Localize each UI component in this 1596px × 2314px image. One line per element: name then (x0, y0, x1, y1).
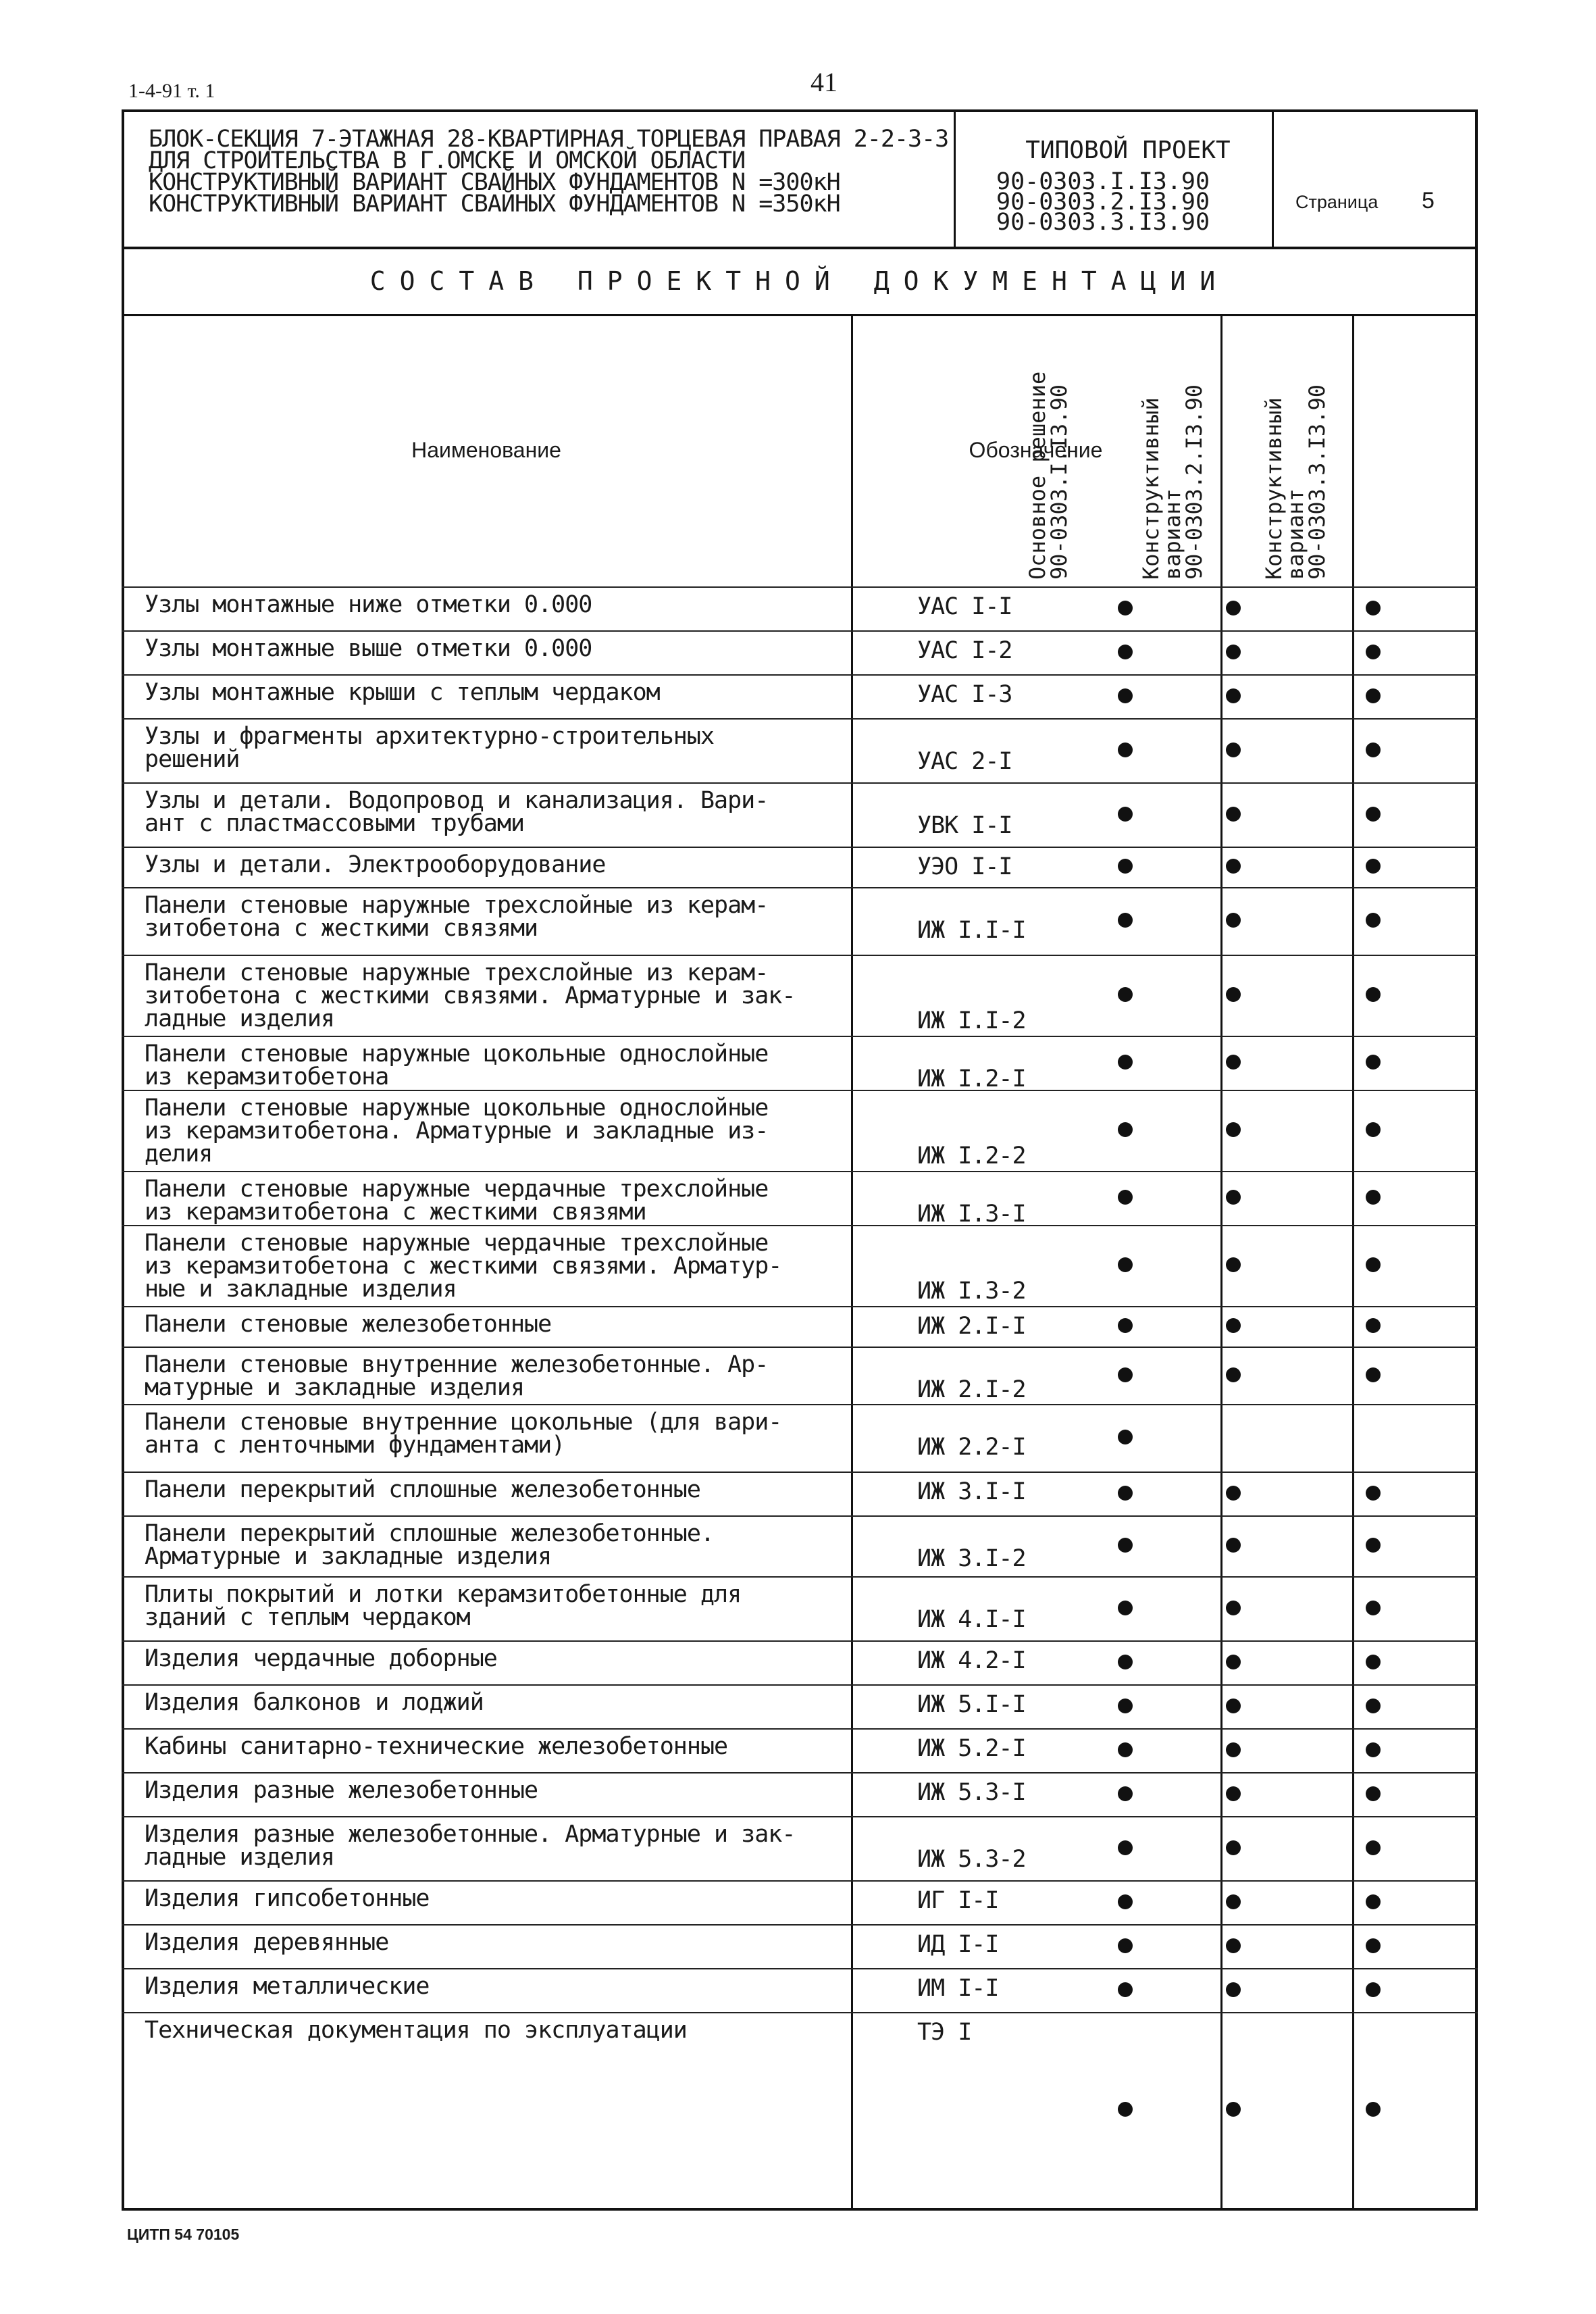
column-header-variant-3: Конструктивный (1261, 397, 1287, 580)
included-mark (1118, 1786, 1133, 1801)
document-name-line: из керамзитобетона (145, 1063, 389, 1090)
document-name-line: из керамзитобетона с жесткими связями. Арматур- (145, 1253, 782, 1280)
document-code: УЭО I-I (917, 853, 1012, 880)
included-mark (1226, 1538, 1241, 1553)
included-mark (1226, 743, 1241, 757)
table-row (122, 718, 1478, 782)
document-name-line: зитобетона с жесткими связями. Арматурные и зак- (145, 982, 796, 1009)
column-header-name: Наименование (411, 438, 561, 462)
document-name-line: Узлы и детали. Электрооборудование (145, 851, 606, 878)
included-mark (1118, 1486, 1133, 1501)
included-mark (1226, 601, 1241, 615)
table-row (122, 1576, 1478, 1640)
document-code: УАС I-I (917, 593, 1012, 620)
included-mark (1366, 913, 1381, 928)
included-mark (1366, 1486, 1381, 1501)
section-title: СОСТАВ ПРОЕКТНОЙ ДОКУМЕНТАЦИИ (369, 266, 1230, 296)
column-header-variant-1: 90-0303.I.I3.90 (1046, 384, 1072, 580)
column-header-variant-2: 90-0303.2.I3.90 (1181, 384, 1207, 580)
document-name-line: Узлы монтажные крыши с теплым чердаком (145, 679, 660, 706)
column-header-variant-3: вариант (1283, 488, 1308, 580)
divider (954, 109, 956, 248)
document-name (145, 681, 928, 704)
table-row (122, 847, 1478, 887)
included-mark (1226, 1122, 1241, 1137)
document-code: ИЖ I.3-2 (917, 1278, 1026, 1305)
included-mark (1366, 1840, 1381, 1855)
included-mark (1226, 859, 1241, 874)
table-row (122, 1684, 1478, 1728)
document-name (145, 1478, 928, 1501)
document-name-line: Панели стеновые внутренние железобетонные. Ар- (145, 1351, 769, 1378)
document-name-line: Панели стеновые наружные трехслойные из керам- (145, 892, 769, 919)
included-mark (1366, 1894, 1381, 1909)
included-mark (1366, 1742, 1381, 1757)
included-mark (1226, 1486, 1241, 1501)
title-line: БЛОК-СЕКЦИЯ 7-ЭТАЖНАЯ 28-КВАРТИРНАЯ ТОРЦЕВАЯ ПРАВАЯ 2-2-3-3 (149, 126, 949, 153)
included-mark (1366, 1982, 1381, 1997)
document-name-line: Панели стеновые внутренние цокольные (для вари- (145, 1409, 782, 1436)
document-name-line: Панели стеновые наружные цокольные однослойные (145, 1040, 769, 1067)
included-mark (1118, 1840, 1133, 1855)
included-mark (1118, 1742, 1133, 1757)
table-row (122, 1171, 1478, 1228)
included-mark (1366, 1601, 1381, 1615)
included-mark (1118, 1982, 1133, 1997)
document-code: УАС 2-I (917, 748, 1012, 775)
included-mark (1118, 1601, 1133, 1615)
document-name (145, 1313, 928, 1336)
included-mark (1366, 1938, 1381, 1953)
table-row (122, 1404, 1478, 1472)
included-mark (1366, 2102, 1381, 2117)
included-mark (1118, 1055, 1133, 1070)
sheet-number: 5 (1422, 188, 1435, 213)
table-row (122, 2012, 1478, 2208)
document-code: ИЖ 3.I-2 (917, 1545, 1026, 1572)
included-mark (1226, 1318, 1241, 1333)
table-row (122, 782, 1478, 847)
document-code: ИЖ 2.2-I (917, 1434, 1026, 1461)
document-name-line: Изделия разные железобетонные. Арматурные и зак- (145, 1821, 796, 1848)
document-code: ИЖ 4.2-I (917, 1647, 1026, 1674)
document-name-line: ные и закладные изделия (145, 1276, 457, 1303)
table-row (122, 1728, 1478, 1772)
document-name (145, 1647, 928, 1670)
included-mark (1226, 1982, 1241, 1997)
table-row (122, 955, 1478, 1036)
included-mark (1366, 645, 1381, 659)
table-row (122, 1347, 1478, 1404)
included-mark (1118, 1122, 1133, 1137)
document-name-line: Панели перекрытий сплошные железобетонные (145, 1476, 700, 1503)
document-name-line: Панели стеновые наружные трехслойные из керам- (145, 959, 769, 986)
table-row (122, 1968, 1478, 2012)
document-name (145, 1735, 928, 1758)
document-name (145, 789, 928, 835)
document-name (145, 725, 928, 771)
included-mark (1366, 1190, 1381, 1205)
included-mark (1226, 2102, 1241, 2117)
included-mark (1366, 859, 1381, 874)
table-row (122, 1306, 1478, 1347)
included-mark (1118, 1257, 1133, 1272)
document-code: ИЖ 5.3-2 (917, 1846, 1026, 1873)
document-code: ИЖ 5.3-I (917, 1779, 1026, 1806)
included-mark (1118, 1430, 1133, 1444)
included-mark (1226, 913, 1241, 928)
included-mark (1118, 1655, 1133, 1669)
column-header-variant-3: 90-0303.3.I3.90 (1304, 384, 1330, 580)
document-name-line: ладные изделия (145, 1005, 335, 1032)
title-line: КОНСТРУКТИВНЫЙ ВАРИАНТ СВАЙНЫХ ФУНДАМЕНТОВ N =300кН (149, 169, 840, 196)
title-line: КОНСТРУКТИВНЫЙ ВАРИАНТ СВАЙНЫХ ФУНДАМЕНТОВ N =350кН (149, 191, 840, 218)
document-name (145, 1975, 928, 1998)
included-mark (1118, 1938, 1133, 1953)
document-name (145, 1042, 928, 1088)
document-name-line: Узлы монтажные ниже отметки 0.000 (145, 591, 592, 618)
table-row (122, 674, 1478, 718)
document-name-line: ладные изделия (145, 1844, 335, 1871)
document-name-line: Узлы и фрагменты архитектурно-строительных (145, 723, 715, 750)
document-code: ИЖ 3.I-I (917, 1478, 1026, 1505)
document-code: ИЖ 5.I-I (917, 1691, 1026, 1718)
document-name-line: Панели стеновые наружные чердачные трехслойные (145, 1230, 769, 1257)
included-mark (1118, 743, 1133, 757)
document-name-line: Арматурные и закладные изделия (145, 1543, 552, 1570)
divider (122, 314, 1478, 316)
table-row (122, 1924, 1478, 1968)
document-name-line: Изделия металлические (145, 1973, 430, 2000)
included-mark (1118, 1699, 1133, 1713)
included-mark (1118, 1894, 1133, 1909)
document-name-line: Техническая документация по эксплуатации (145, 2017, 687, 2044)
table-row (122, 1640, 1478, 1684)
document-name-line: из керамзитобетона с жесткими связями (145, 1199, 646, 1226)
document-name (145, 1178, 928, 1224)
document-name-line: Изделия деревянные (145, 1929, 389, 1956)
included-mark (1118, 1538, 1133, 1553)
document-code: ИД I-I (917, 1931, 999, 1958)
included-mark (1366, 1538, 1381, 1553)
table-row (122, 1816, 1478, 1880)
column-header-variant-2: вариант (1160, 488, 1185, 580)
document-name-line: Узлы и детали. Водопровод и канализация. Вари- (145, 787, 769, 814)
included-mark (1118, 1318, 1133, 1333)
included-mark (1226, 1894, 1241, 1909)
document-name-line: Изделия разные железобетонные (145, 1777, 538, 1804)
included-mark (1118, 987, 1133, 1002)
document-code: ИЖ I.3-I (917, 1201, 1026, 1228)
document-name (145, 853, 928, 876)
table-row (122, 630, 1478, 674)
included-mark (1366, 1367, 1381, 1382)
document-name-line: Узлы монтажные выше отметки 0.000 (145, 635, 592, 662)
included-mark (1118, 1367, 1133, 1382)
document-name (145, 1411, 928, 1457)
included-mark (1366, 743, 1381, 757)
document-name (145, 1097, 928, 1165)
document-name (145, 894, 928, 940)
included-mark (1226, 1257, 1241, 1272)
document-code: ИГ I-I (917, 1887, 999, 1914)
document-name (145, 593, 928, 616)
included-mark (1118, 1190, 1133, 1205)
project-code: 90-0303.2.I3.90 (996, 188, 1210, 216)
document-name-line: зитобетона с жесткими связями (145, 915, 538, 942)
document-name (145, 961, 928, 1030)
document-name (145, 1522, 928, 1568)
included-mark (1118, 807, 1133, 822)
table-row (122, 1225, 1478, 1306)
project-code: 90-0303.I.I3.90 (996, 168, 1210, 195)
document-name-line: Панели перекрытий сплошные железобетонные. (145, 1520, 715, 1547)
document-name (145, 637, 928, 660)
title-line: ДЛЯ СТРОИТЕЛЬСТВА В Г.ОМСКЕ И ОМСКОЙ ОБЛАСТИ (149, 147, 746, 174)
included-mark (1366, 807, 1381, 822)
document-name-line: ант с пластмассовыми трубами (145, 810, 525, 837)
document-code: УАС I-2 (917, 637, 1012, 664)
included-mark (1226, 1786, 1241, 1801)
document-code: ИЖ I.I-2 (917, 1007, 1026, 1034)
document-name-line: матурные и закладные изделия (145, 1374, 525, 1401)
included-mark (1366, 1318, 1381, 1333)
document-code: УАС I-3 (917, 681, 1012, 708)
included-mark (1226, 1655, 1241, 1669)
document-name-line: Кабины санитарно-технические железобетонные (145, 1733, 728, 1760)
included-mark (1226, 1367, 1241, 1382)
included-mark (1118, 645, 1133, 659)
included-mark (1226, 987, 1241, 1002)
document-code: ИЖ I.2-2 (917, 1142, 1026, 1169)
document-name-line: Панели стеновые наружные цокольные однослойные (145, 1095, 769, 1122)
document-code: УВК I-I (917, 812, 1012, 839)
included-mark (1226, 1190, 1241, 1205)
column-header-variant-2: Конструктивный (1138, 397, 1164, 580)
document-name-line: Изделия чердачные доборные (145, 1645, 497, 1672)
column-header-code: Обозначение (969, 438, 1103, 462)
document-name-line: решений (145, 746, 240, 773)
included-mark (1366, 688, 1381, 703)
included-mark (1226, 807, 1241, 822)
included-mark (1226, 645, 1241, 659)
included-mark (1366, 1055, 1381, 1070)
document-name-line: Плиты покрытий и лотки керамзитобетонные для (145, 1581, 742, 1608)
included-mark (1226, 1055, 1241, 1070)
document-code: ИЖ I.I-I (917, 917, 1026, 944)
document-name-line: Панели стеновые железобетонные (145, 1311, 552, 1338)
document-name-line: Панели стеновые наружные чердачные трехслойные (145, 1176, 769, 1203)
document-name (145, 1353, 928, 1399)
table-row (122, 887, 1478, 955)
table-row (122, 586, 1478, 630)
included-mark (1226, 1699, 1241, 1713)
table-row (122, 1515, 1478, 1576)
divider (1272, 109, 1274, 248)
sheet-label: Страница (1295, 192, 1379, 212)
document-name (145, 1232, 928, 1301)
included-mark (1118, 859, 1133, 874)
document-name-line: зданий с теплым чердаком (145, 1604, 470, 1631)
included-mark (1366, 1655, 1381, 1669)
table-row (122, 1090, 1478, 1171)
document-code: ИЖ 2.I-I (917, 1313, 1026, 1340)
included-mark (1366, 1786, 1381, 1801)
included-mark (1118, 913, 1133, 928)
document-name (145, 1931, 928, 1954)
document-code: ИЖ 4.I-I (917, 1606, 1026, 1633)
document-code: ТЭ I (917, 2019, 972, 2046)
document-name-line: Изделия балконов и лоджий (145, 1689, 484, 1716)
table-row (122, 1880, 1478, 1924)
document-code: ИЖ 5.2-I (917, 1735, 1026, 1762)
project-title: ТИПОВОЙ ПРОЕКТ (1025, 136, 1231, 164)
document-name (145, 1779, 928, 1802)
document-name (145, 1823, 928, 1869)
included-mark (1226, 1938, 1241, 1953)
title-block (122, 109, 1478, 248)
included-mark (1366, 987, 1381, 1002)
included-mark (1366, 601, 1381, 615)
document-name-line: делия (145, 1140, 213, 1167)
document-code: ИМ I-I (917, 1975, 999, 2002)
included-mark (1118, 688, 1133, 703)
page-number: 41 (810, 67, 838, 97)
included-mark (1226, 1601, 1241, 1615)
table-row (122, 1772, 1478, 1816)
included-mark (1226, 1742, 1241, 1757)
included-mark (1226, 688, 1241, 703)
document-name-line: анта с ленточными фундаментами) (145, 1432, 565, 1459)
document-name-line: из керамзитобетона. Арматурные и закладные из- (145, 1117, 769, 1145)
document-code: ИЖ 2.I-2 (917, 1376, 1026, 1403)
included-mark (1118, 601, 1133, 615)
project-code: 90-0303.3.I3.90 (996, 209, 1210, 236)
included-mark (1366, 1122, 1381, 1137)
included-mark (1366, 1699, 1381, 1713)
document-name (145, 2019, 928, 2042)
column-header-variant-1: Основное решение (1025, 371, 1050, 580)
document-name (145, 1583, 928, 1629)
series-label: 1-4-91 т. 1 (128, 80, 215, 102)
footer-stamp: ЦИТП 54 70105 (127, 2225, 240, 2243)
included-mark (1226, 1840, 1241, 1855)
included-mark (1366, 1257, 1381, 1272)
included-mark (1118, 2102, 1133, 2117)
table-row (122, 1036, 1478, 1090)
document-code: ИЖ I.2-I (917, 1065, 1026, 1092)
table-row (122, 1472, 1478, 1515)
document-name (145, 1887, 928, 1910)
document-name-line: Изделия гипсобетонные (145, 1885, 430, 1912)
document-name (145, 1691, 928, 1714)
